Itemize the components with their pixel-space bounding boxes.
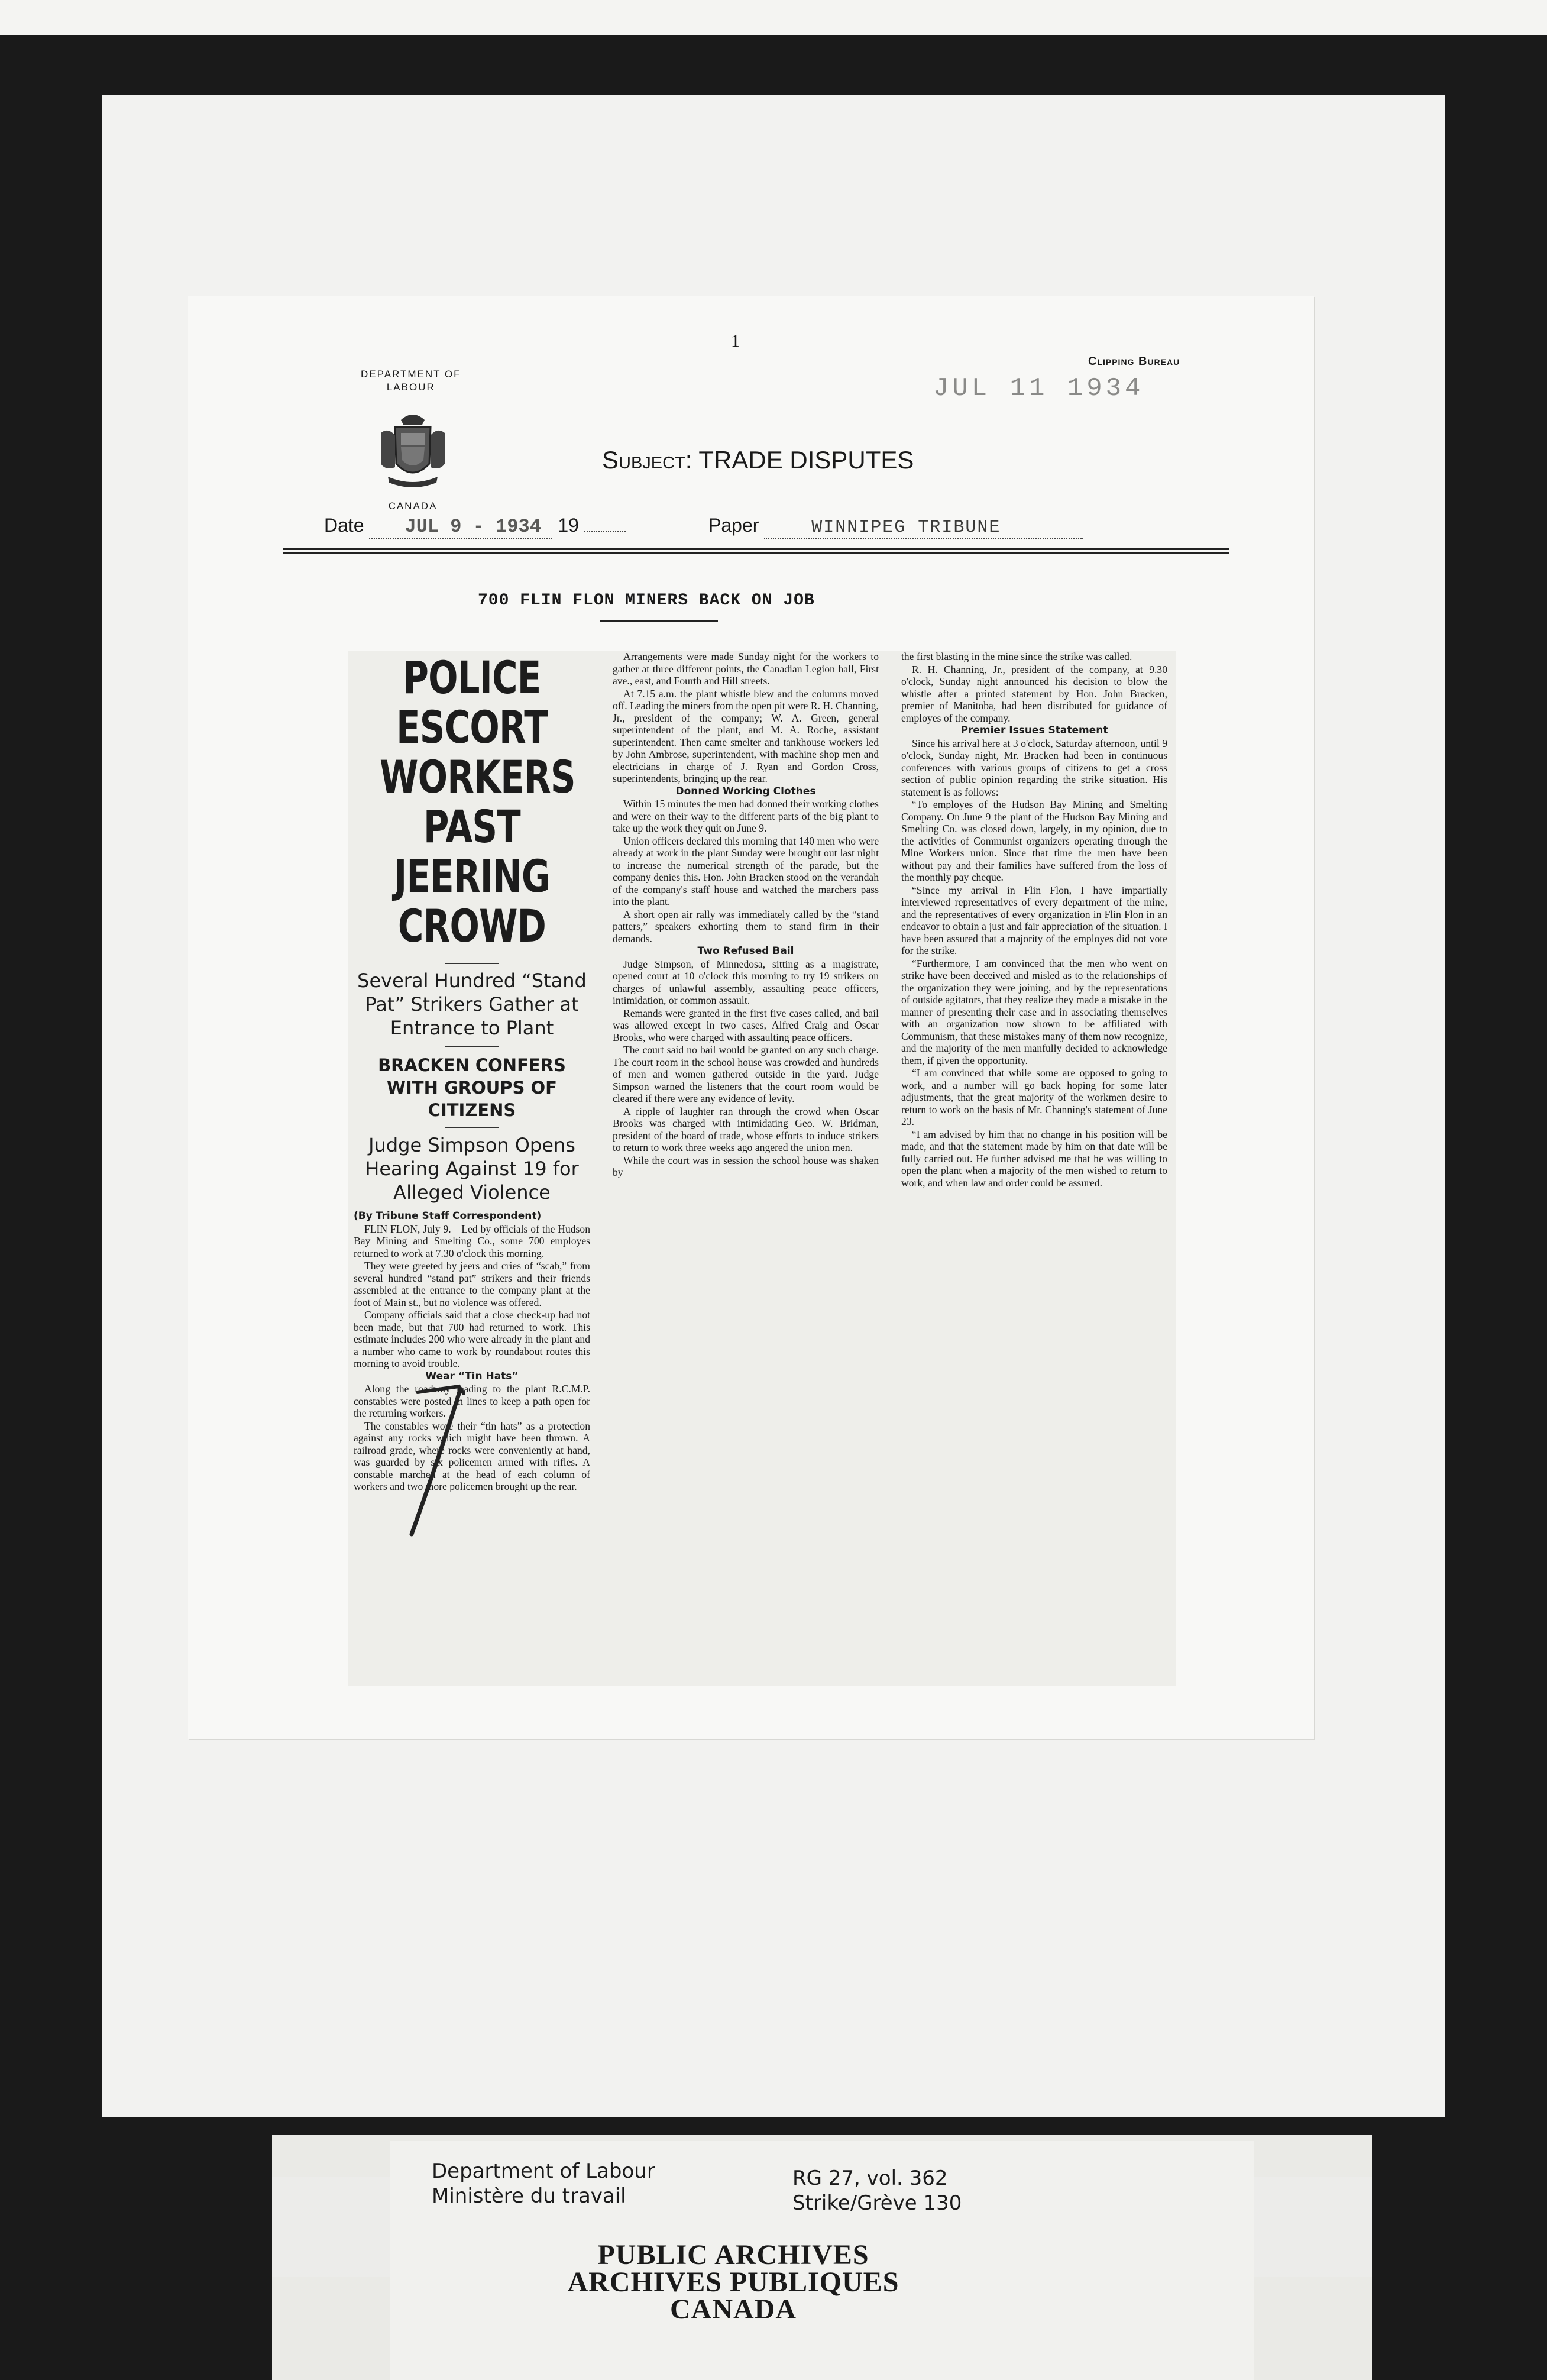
department-line2: LABOUR bbox=[386, 381, 435, 393]
page-mark: 1 bbox=[731, 331, 740, 351]
headline-line: WORKERS PAST bbox=[380, 751, 575, 853]
deck-rule bbox=[445, 963, 499, 964]
paragraph: “I am advised by him that no change in his position will be made, and that the statement made by him on that date will be fully carried out. He further advised me that he was willing to open the plant when a majority of the men wished to return to work, and when law and order could be assured. bbox=[901, 1128, 1167, 1189]
deck-1: Several Hundred “Stand Pat” Strikers Gather at Entrance to Plant bbox=[357, 969, 587, 1039]
archive-label-tab bbox=[272, 2177, 390, 2277]
paragraph: A ripple of laughter ran through the crowd when Oscar Brooks was charged with intimidating Geo. W. Bridman, president of the board of trade, whose efforts to induce strikers to return to work three weeks ago angered the union men. bbox=[613, 1105, 879, 1153]
deck-rule bbox=[445, 1127, 499, 1128]
handwritten-mark-icon bbox=[394, 1369, 477, 1546]
paragraph: The constables wore their “tin hats” as a protection against any rocks which might have been thrown. A railroad grade, where rocks were conveniently at hand, was guarded by six policemen armed with rifles. A constable marched at the head of each column of workers and two more policemen brought up the rear. bbox=[354, 1419, 590, 1492]
paragraph: Along the roadway leading to the plant R.C.M.P. constables were posted in lines to keep a path open for the returning workers. bbox=[354, 1383, 590, 1419]
paragraph: Arrangements were made Sunday night for the workers to gather at three different points, the Canadian Legion hall, First ave., east, and Fourth and Hill streets. bbox=[613, 651, 879, 687]
subhead: Two Refused Bail bbox=[697, 945, 794, 957]
deck-3: Judge Simpson Opens Hearing Against 19 for Alleged Violence bbox=[365, 1134, 579, 1204]
paragraph: Company officials said that a close check-up had not been made, but that 700 had returned to work. This estimate includes 200 who were already in the plant and a number who came to work by roundabout routes this morning to avoid trouble. bbox=[354, 1309, 590, 1369]
department-label bbox=[361, 368, 461, 394]
public-archives-stamp bbox=[556, 2239, 911, 2325]
archive-reference bbox=[792, 2166, 962, 2216]
paragraph: At 7.15 a.m. the plant whistle blew and the columns moved off. Leading the miners from the open pit were R. H. Channing, Jr., president of the company; W. A. Green, general superintendent of the plant, and M. A. Roche, assistant superintendent. Then came smelter and tankhouse workers led by John Ambrose, superintendent, with machine shop men and electricians in charge of J. Ryan and Gordon Cross, superintendents, bringing up the rear. bbox=[613, 687, 879, 784]
deck-rule bbox=[445, 1046, 499, 1047]
paragraph: “I am convinced that while some are opposed to going to work, and a number will go back hoping for some later adjustments, that the great majority of the workmen desire to return to work on the basis of Mr. Channing's statement of June 23. bbox=[901, 1067, 1167, 1127]
paper-label: Paper bbox=[708, 515, 759, 536]
byline: (By Tribune Staff Correspondent) bbox=[354, 1210, 542, 1222]
date-value: JUL 9 - 1934 bbox=[404, 516, 541, 538]
column-1 bbox=[354, 651, 590, 1493]
title-rule bbox=[600, 620, 718, 622]
clipping-bureau-label: Clipping Bureau bbox=[1088, 355, 1180, 368]
paragraph: They were greeted by jeers and cries of “scab,” from several hundred “stand pat” strikers and their friends assembled at the entrance to the company plant at the foot of Main st., but no violence was offered. bbox=[354, 1260, 590, 1308]
archive-department bbox=[432, 2159, 655, 2208]
paragraph: The court said no bail would be granted on any such charge. The court room in the school house was crowded and hundreds of men and women gathered outside in the yard. Judge Simpson warned the listeners that the court room would be cleared if there were any evidence of levity. bbox=[613, 1044, 879, 1104]
paragraph: Since his arrival here at 3 o'clock, Saturday afternoon, until 9 o'clock, Sunday night, Mr. Bracken had been in continuous conferences with various groups of citizens to get a cross section of public opinion regarding the strike situation. His statement is as follows: bbox=[901, 737, 1167, 798]
subhead: Wear “Tin Hats” bbox=[425, 1370, 519, 1382]
paragraph: Remands were granted in the first five cases called, and bail was allowed except in two cases, Alfred Craig and Oscar Brooks, who were charged with assaulting peace officers. bbox=[613, 1007, 879, 1043]
subhead: Premier Issues Statement bbox=[960, 725, 1108, 736]
headline-line: POLICE ESCORT bbox=[396, 651, 548, 754]
newspaper-clipping bbox=[348, 651, 1176, 1686]
subject-label: Subject: bbox=[602, 446, 692, 474]
date-line bbox=[324, 515, 626, 539]
paragraph: FLIN FLON, July 9.—Led by officials of the Hudson Bay Mining and Smelting Co., some 700 employes returned to work at 7.30 o'clock this morning. bbox=[354, 1223, 590, 1259]
header-rule bbox=[283, 548, 1229, 550]
date-label: Date bbox=[324, 515, 364, 536]
archive-label-tab bbox=[1254, 2177, 1372, 2277]
paragraph: “Furthermore, I am convinced that the men who went on strike have been deceived and misled as to the relationships of the organization they were joining, and by the representations of outside agitators, that they realize they made a mistake in the manner of presenting their case and in associating themselves with an organization now shown to be affiliated with Communism, that these mistakes many of them now recognize, and the majority of the men manfully decided to acknowledge them, if given the opportunity. bbox=[901, 957, 1167, 1066]
headline-line: JEERING CROWD bbox=[394, 850, 550, 952]
header-rule-thin bbox=[283, 552, 1229, 554]
department-line1: DEPARTMENT OF bbox=[361, 368, 461, 380]
paragraph: Union officers declared this morning that 140 men who were already at work in the plant Sunday were brought out last night to increase the numerical strength of the parade, but the company denies this. Hon. John Bracken stood on the verandah of the company's staff house and watched the marchers pass into the plant. bbox=[613, 835, 879, 907]
paragraph: the first blasting in the mine since the strike was called. bbox=[901, 651, 1132, 662]
subhead: Donned Working Clothes bbox=[675, 785, 816, 797]
paragraph: A short open air rally was immediately called by the “stand patters,” speakers exhorting them to stand firm in their demands. bbox=[613, 908, 879, 945]
subject-value: TRADE DISPUTES bbox=[698, 446, 914, 474]
article-title: 700 FLIN FLON MINERS BACK ON JOB bbox=[478, 591, 815, 610]
paragraph: “Since my arrival in Flin Flon, I have impartially interviewed representatives of every department of the mine, and the representatives of every organization in Flin Flon in an endeavor to obtain a just and fair appreciation of the situation. I have been assured that a majority of the employes did not vote for the strike. bbox=[901, 884, 1167, 956]
column-2 bbox=[613, 651, 879, 1179]
received-date-stamp: JUL 11 1934 bbox=[933, 374, 1144, 403]
archives-english: PUBLIC ARCHIVES bbox=[597, 2239, 869, 2271]
sheet-header bbox=[188, 296, 1314, 568]
archives-country: CANADA bbox=[670, 2294, 797, 2325]
department-english: Department of Labour bbox=[432, 2159, 655, 2183]
paragraph: Judge Simpson, of Minnedosa, sitting as a magistrate, opened court at 10 o'clock this morning to try 19 strikers on charges of unlawful assembly, assaulting peace officers, intimidation, or common assault. bbox=[613, 958, 879, 1006]
top-band bbox=[0, 0, 1547, 35]
coat-of-arms-icon bbox=[377, 409, 448, 492]
canada-label: CANADA bbox=[388, 500, 438, 512]
deck-2: BRACKEN CONFERS WITH GROUPS OF CITIZENS bbox=[378, 1055, 566, 1120]
paragraph: Within 15 minutes the men had donned their working clothes and were on their way to the different parts of the big plant to take up the work they quit on June 9. bbox=[613, 798, 879, 834]
archives-french: ARCHIVES PUBLIQUES bbox=[567, 2266, 899, 2298]
subject-line bbox=[602, 446, 914, 474]
paragraph: While the court was in session the school house was shaken by bbox=[613, 1154, 879, 1178]
column-3 bbox=[901, 651, 1167, 1189]
strike-number: Strike/Grève 130 bbox=[792, 2191, 962, 2215]
date-suffix: 19 bbox=[558, 515, 579, 536]
paper-value: WINNIPEG TRIBUNE bbox=[811, 518, 1001, 538]
paragraph: R. H. Channing, Jr., president of the company, at 9.30 o'clock, Sunday night announced his decision to blow the whistle after a printed statement by Hon. John Bracken, premier of Manitoba, had been distributed for guidance of employes of the company. bbox=[901, 663, 1167, 724]
paper-line bbox=[708, 515, 1083, 539]
paragraph: “To employes of the Hudson Bay Mining and Smelting Company. On June 9 the plant of the Hudson Bay Mining and Smelting Co. was closed down, largely, in my opinion, due to the activities of Communist organizers operating through the Mine Workers union. Since that time the men have been without pay and their families have suffered from the loss of the monthly pay cheque. bbox=[901, 798, 1167, 883]
department-french: Ministère du travail bbox=[432, 2184, 626, 2208]
clipping-sheet bbox=[188, 296, 1314, 1739]
headline bbox=[380, 651, 575, 952]
record-group-volume: RG 27, vol. 362 bbox=[792, 2166, 948, 2190]
